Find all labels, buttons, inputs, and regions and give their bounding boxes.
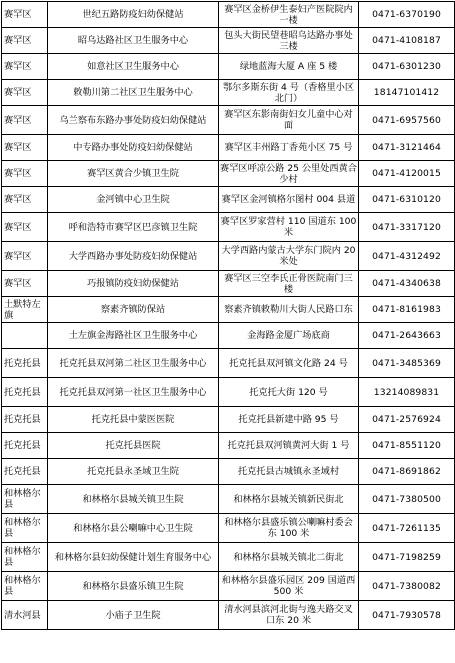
county-cell: 和林格尔县 <box>2 543 48 572</box>
table-row <box>2 433 455 459</box>
clinic-table <box>1 1 455 630</box>
address-cell: 赛罕区罗家营村 110 国道东 100 米 <box>219 213 359 242</box>
address-cell: 托克托大街 120 号 <box>219 378 359 407</box>
county-cell: 赛罕区 <box>2 106 48 135</box>
clinic-name-cell: 托克托县双河第一社区卫生服务中心 <box>48 378 219 407</box>
phone-cell: 0471-7261135 <box>359 514 455 543</box>
clinic-name-cell: 托克托县医院 <box>48 433 219 459</box>
phone-cell: 0471-8551120 <box>359 433 455 459</box>
county-cell: 赛罕区 <box>2 54 48 80</box>
clinic-name-cell: 乌兰察布东路办事处防疫妇幼保健站 <box>48 106 219 135</box>
county-cell: 赛罕区 <box>2 161 48 187</box>
clinic-name-cell: 和林格尔县妇幼保健计划生育服务中心 <box>48 543 219 572</box>
address-cell: 托克托县古城镇永圣域村 <box>219 459 359 485</box>
address-cell: 察素齐镇敕勒川大街人民路口东 <box>219 297 359 323</box>
address-cell: 绿地蓝海大厦 A 座 5 楼 <box>219 54 359 80</box>
county-cell: 托克托县 <box>2 433 48 459</box>
clinic-name-cell: 和林格尔县盛乐镇卫生院 <box>48 572 219 601</box>
table-row <box>2 323 455 349</box>
county-cell <box>2 323 48 349</box>
table-row <box>2 2 455 28</box>
county-cell: 托克托县 <box>2 407 48 433</box>
address-cell: 鄂尔多斯东街 4 号（香格里小区北门） <box>219 80 359 106</box>
address-cell: 赛罕区金河镇格尔图村 004 县道 <box>219 187 359 213</box>
table-row <box>2 187 455 213</box>
county-cell: 赛罕区 <box>2 80 48 106</box>
county-cell: 托克托县 <box>2 459 48 485</box>
table-row <box>2 161 455 187</box>
table-row <box>2 514 455 543</box>
clinic-name-cell: 大学西路办事处防疫妇幼保健站 <box>48 242 219 271</box>
county-cell: 托克托县 <box>2 378 48 407</box>
table-row <box>2 297 455 323</box>
clinic-name-cell: 托克托县永圣域卫生院 <box>48 459 219 485</box>
phone-cell: 0471-4312492 <box>359 242 455 271</box>
clinic-directory <box>1 1 454 630</box>
table-row <box>2 407 455 433</box>
table-row <box>2 601 455 630</box>
county-cell: 赛罕区 <box>2 135 48 161</box>
clinic-name-cell: 土左旗金海路社区卫生服务中心 <box>48 323 219 349</box>
phone-cell: 0471-4120015 <box>359 161 455 187</box>
table-row <box>2 80 455 106</box>
county-cell: 赛罕区 <box>2 242 48 271</box>
county-cell: 赛罕区 <box>2 271 48 297</box>
table-row <box>2 543 455 572</box>
address-cell: 赛罕区三空李氏正骨医院南门三楼 <box>219 271 359 297</box>
county-cell: 和林格尔县 <box>2 572 48 601</box>
phone-cell: 18147101412 <box>359 80 455 106</box>
address-cell: 清水河县滨河北街与逸夫路交叉口东 20 米 <box>219 601 359 630</box>
county-cell: 赛罕区 <box>2 213 48 242</box>
phone-cell: 0471-6370190 <box>359 2 455 28</box>
phone-cell: 0471-6310120 <box>359 187 455 213</box>
address-cell: 和林格尔县盛乐镇公喇嘛村委会东 100 米 <box>219 514 359 543</box>
table-row <box>2 271 455 297</box>
table-row <box>2 213 455 242</box>
address-cell: 大学西路内蒙古大学东门院内 20 米处 <box>219 242 359 271</box>
county-cell: 赛罕区 <box>2 2 48 28</box>
clinic-name-cell: 赛罕区黄合少镇卫生院 <box>48 161 219 187</box>
phone-cell: 0471-8161983 <box>359 297 455 323</box>
clinic-name-cell: 托克托县中蒙医医院 <box>48 407 219 433</box>
county-cell: 和林格尔县 <box>2 514 48 543</box>
phone-cell: 0471-4340638 <box>359 271 455 297</box>
address-cell: 赛罕区呼凉公路 25 公里处西黄合少村 <box>220 162 357 185</box>
address-cell: 赛罕区丰州路丁香苑小区 75 号 <box>219 135 359 161</box>
phone-cell: 0471-7380082 <box>359 572 455 601</box>
clinic-name-cell: 世纪五路防疫妇幼保健站 <box>48 2 219 28</box>
table-row <box>2 378 455 407</box>
table-row <box>2 459 455 485</box>
county-cell: 清水河县 <box>2 601 48 630</box>
clinic-name-cell: 金河镇中心卫生院 <box>48 187 219 213</box>
clinic-name-cell: 敕勒川第二社区卫生服务中心 <box>48 80 219 106</box>
address-cell: 托克托县双河镇文化路 24 号 <box>219 349 359 378</box>
phone-cell: 0471-2643663 <box>359 323 455 349</box>
address-cell: 托克托县双河镇黄河大街 1 号 <box>219 433 359 459</box>
clinic-name-cell: 呼和浩特市赛罕区巴彦镇卫生院 <box>48 213 219 242</box>
address-cell: 赛罕区金桥伊生泰妇产医院院内一楼 <box>219 2 359 28</box>
phone-cell: 0471-2576924 <box>359 407 455 433</box>
table-row <box>2 485 455 514</box>
table-row <box>2 28 455 54</box>
county-cell: 赛罕区 <box>2 28 48 54</box>
address-cell: 和林格尔县城关镇新民街北 <box>219 485 359 514</box>
phone-cell: 0471-7198259 <box>359 543 455 572</box>
address-cell: 和林格尔县城关镇北二街北 <box>219 543 359 572</box>
clinic-name-cell: 巧报镇防疫妇幼保健站 <box>48 271 219 297</box>
address-cell: 和林格尔县盛乐园区 209 国道西 500 米 <box>219 572 359 601</box>
clinic-name-cell: 昭乌达路社区卫生服务中心 <box>48 28 219 54</box>
phone-cell: 0471-3121464 <box>359 135 455 161</box>
phone-cell: 0471-6301230 <box>359 54 455 80</box>
address-cell: 金海路金厦广场底商 <box>219 323 359 349</box>
clinic-name-cell: 托克托县双河第二社区卫生服务中心 <box>48 349 219 378</box>
clinic-name-cell: 中专路办事处防疫妇幼保健站 <box>48 135 219 161</box>
clinic-name-cell: 察素齐镇防保站 <box>48 297 219 323</box>
table-row <box>2 242 455 271</box>
table-row <box>2 106 455 135</box>
table-row <box>2 572 455 601</box>
table-row <box>2 54 455 80</box>
phone-cell: 0471-6957560 <box>359 106 455 135</box>
county-cell: 赛罕区 <box>2 187 48 213</box>
clinic-name-cell: 小庙子卫生院 <box>48 601 219 630</box>
phone-cell: 0471-8691862 <box>359 459 455 485</box>
phone-cell: 0471-4108187 <box>359 28 455 54</box>
address-cell: 包头大街民望巷昭乌达路办事处三楼 <box>219 28 359 54</box>
phone-cell: 13214089831 <box>359 378 455 407</box>
phone-cell: 0471-7930578 <box>359 601 455 630</box>
county-cell: 托克托县 <box>2 349 48 378</box>
clinic-name-cell: 和林格尔县公喇嘛中心卫生院 <box>48 514 219 543</box>
address-cell: 托克托县新建中路 95 号 <box>219 407 359 433</box>
county-cell: 土默特左旗 <box>2 297 48 323</box>
clinic-name-cell: 和林格尔县城关镇卫生院 <box>48 485 219 514</box>
table-row <box>2 349 455 378</box>
clinic-name-cell: 如意社区卫生服务中心 <box>48 54 219 80</box>
phone-cell: 0471-7380500 <box>359 485 455 514</box>
phone-cell: 0471-3485369 <box>359 349 455 378</box>
county-cell: 和林格尔县 <box>2 485 48 514</box>
address-cell: 赛罕区东影南街妇女儿童中心对面 <box>219 106 359 135</box>
phone-cell: 0471-3317120 <box>359 213 455 242</box>
table-row <box>2 135 455 161</box>
